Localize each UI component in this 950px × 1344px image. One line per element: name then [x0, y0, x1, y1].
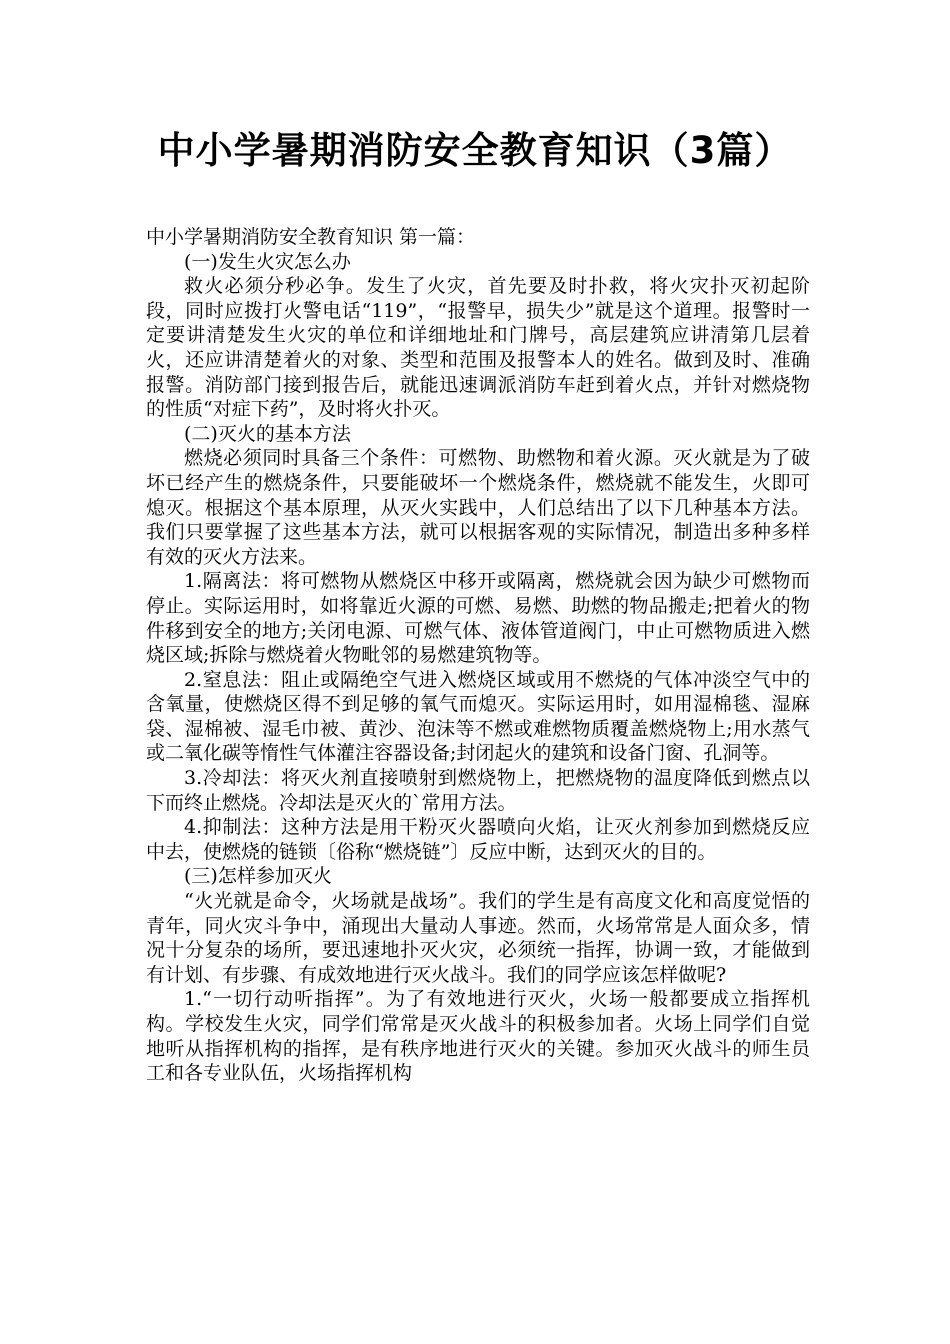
body-paragraph: 1.隔离法：将可燃物从燃烧区中移开或隔离，燃烧就会因为缺少可燃物而停止。实际运用时，如将靠近火源的可燃、易燃、助燃的物品搬走;把着火的物件移到安全的地方;关闭电源、可燃气体、液体管道阀门，中止可燃物质进入燃烧区域;拆除与燃烧着火物毗邻的易燃建筑物等。 — [146, 570, 810, 667]
body-paragraph: 2.窒息法：阻止或隔绝空气进入燃烧区域或用不燃烧的气体冲淡空气中的含氧量，使燃烧区得不到足够的氧气而熄灭。实际运用时，如用湿棉毯、湿麻袋、湿棉被、湿毛巾被、黄沙、泡沫等不燃或难燃物质覆盖燃烧物上;用水蒸气或二氧化碳等惰性气体灌注容器设备;封闭起火的建筑和设备门窗、孔洞等。 — [146, 668, 810, 765]
body-paragraph: 燃烧必须同时具备三个条件：可燃物、助燃物和着火源。灭火就是为了破坏已经产生的燃烧条件，只要能破坏一个燃烧条件，燃烧就不能发生，火即可熄灭。根据这个基本原理，从灭火实践中，人们总结出了以下几种基本方法。我们只要掌握了这些基本方法，就可以根据客观的实际情况，制造出多种多样有效的灭火方法来。 — [146, 447, 810, 568]
body-paragraph: 4.抑制法：这种方法是用干粉灭火器喷向火焰，让灭火剂参加到燃烧反应中去，使燃烧的链锁〔俗称“燃烧链”〕反应中断，达到灭火的目的。 — [146, 816, 810, 863]
body-paragraph: “火光就是命令，火场就是战场”。我们的学生是有高度文化和高度觉悟的青年，同火灾斗争中，涌现出大量动人事迹。然而，火场常常是人面众多，情况十分复杂的场所，要迅速地扑灭火灾，必须统一指挥，协调一致，才能做到有计划、有步骤、有成效地进行灭火战斗。我们的同学应该怎样做呢? — [146, 890, 810, 986]
subsection-heading: (一)发生火灾怎么办 — [184, 250, 351, 273]
document-body — [146, 225, 810, 1086]
section-heading: 中小学暑期消防安全教育知识 第一篇： — [146, 226, 476, 248]
body-paragraph: 救火必须分秒必争。发生了火灾，首先要及时扑救，将火灾扑灭初起阶段，同时应拨打火警电话“119”，“报警早，损失少”就是这个道理。报警时一定要讲清楚发生火灾的单位和详细地址和门牌号，高层建筑应讲清第几层着火，还应讲清楚着火的对象、类型和范围及报警本人的姓名。做到及时、准确报警。消防部门接到报告后，就能迅速调派消防车赶到着火点，并针对燃烧物的性质“对症下药”，及时将火扑灭。 — [146, 275, 810, 421]
subsection-heading: (三)怎样参加灭火 — [184, 865, 332, 888]
document-title: 中小学暑期消防安全教育知识（3篇） — [157, 129, 793, 172]
body-paragraph: 1.“一切行动听指挥”。为了有效地进行灭火，火场一般都要成立指挥机构。学校发生火灾，同学们常常是灭火战斗的积极参加者。火场上同学们自觉地听从指挥机构的指挥，是有秩序地进行灭火的关键。参加灭火战斗的师生员工和各专业队伍，火场指挥机构 — [146, 988, 810, 1085]
subsection-heading: (二)灭火的基本方法 — [184, 422, 351, 445]
body-paragraph: 3.冷却法：将灭火剂直接喷射到燃烧物上，把燃烧物的温度降低到燃点以下而终止燃烧。冷却法是灭火的`常用方法。 — [146, 767, 810, 814]
